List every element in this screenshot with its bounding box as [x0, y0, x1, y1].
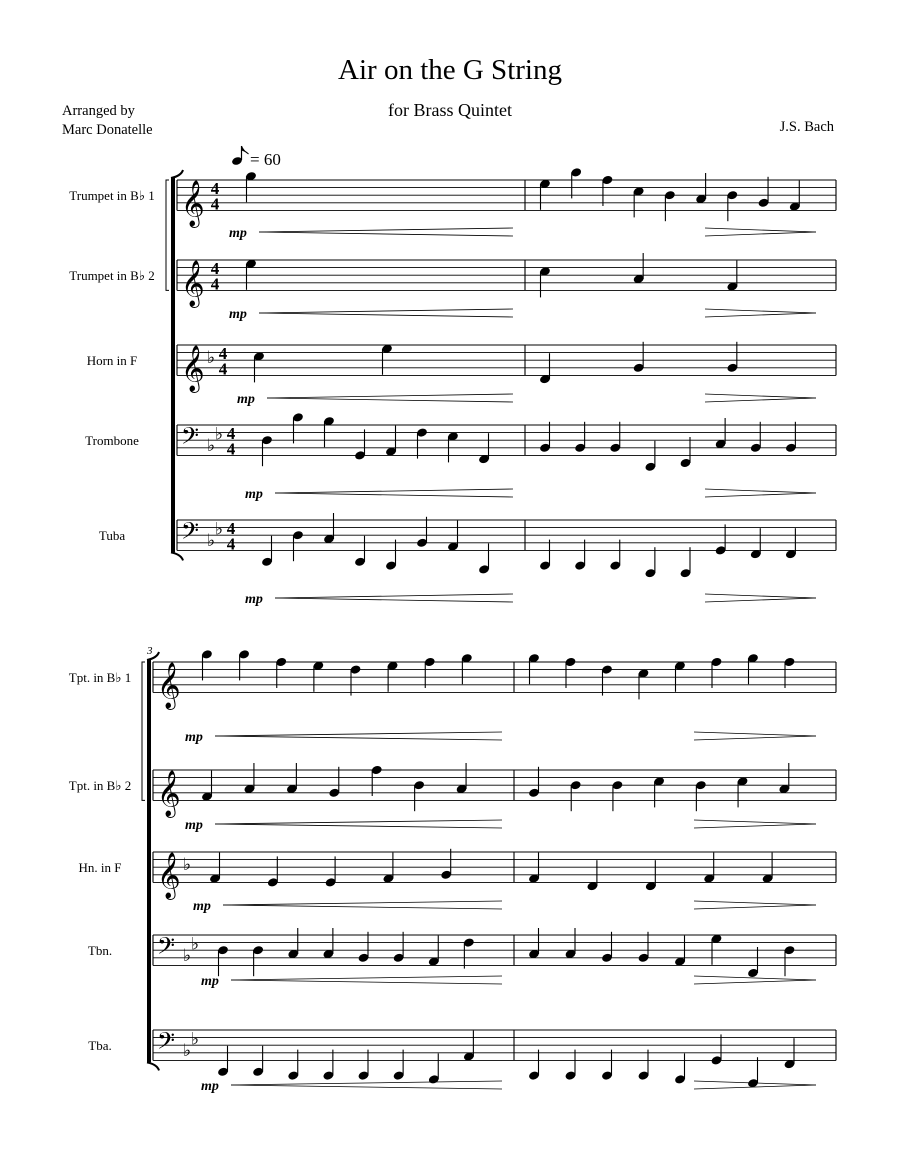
- decrescendo-hairpin: [694, 732, 816, 736]
- flat-icon: ♭: [183, 855, 192, 875]
- staff: [99, 513, 836, 607]
- crescendo-hairpin-lower: [215, 824, 502, 828]
- crescendo-hairpin: [223, 901, 502, 905]
- instrument-label: Horn in F: [86, 353, 138, 369]
- instrument-label: Hn. in F: [78, 860, 122, 876]
- dynamic-marking: mp: [185, 730, 203, 745]
- flat-icon: ♭: [191, 1029, 200, 1049]
- dynamic-marking: mp: [185, 818, 203, 833]
- dynamic-marking: mp: [245, 487, 263, 502]
- crescendo-hairpin-lower: [223, 905, 502, 909]
- crescendo-hairpin-lower: [275, 493, 513, 497]
- crescendo-hairpin: [259, 309, 513, 313]
- instrument-label: Trumpet in B♭ 2: [69, 268, 155, 284]
- crescendo-hairpin: [275, 594, 513, 598]
- decrescendo-hairpin-lower: [694, 736, 816, 740]
- flat-icon: ♭: [207, 530, 216, 550]
- dynamic-marking: mp: [201, 974, 219, 989]
- instrument-label: Trumpet in B♭ 1: [69, 188, 155, 204]
- dynamic-marking: mp: [237, 392, 255, 407]
- decrescendo-hairpin: [694, 901, 816, 905]
- treble-clef-icon: 𝄞: [157, 662, 181, 708]
- decrescendo-hairpin: [705, 228, 816, 232]
- crescendo-hairpin: [267, 394, 513, 398]
- decrescendo-hairpin: [694, 976, 816, 980]
- decrescendo-hairpin-lower: [705, 313, 816, 317]
- crescendo-hairpin-lower: [267, 398, 513, 402]
- flat-icon: ♭: [191, 934, 200, 954]
- flat-icon: ♭: [215, 519, 224, 539]
- time-signature-bottom: 4: [226, 534, 236, 554]
- crescendo-hairpin: [215, 732, 502, 736]
- crescendo-hairpin-lower: [231, 1085, 502, 1089]
- bracket-bottom-hook: [147, 1062, 159, 1070]
- crescendo-hairpin: [259, 228, 513, 232]
- dynamic-marking: mp: [229, 226, 247, 241]
- measure-number: 3: [147, 645, 153, 657]
- treble-clef-icon: 𝄞: [157, 770, 181, 816]
- staff: [69, 253, 836, 322]
- bracket-bottom-hook: [171, 552, 183, 560]
- staff: [87, 342, 836, 407]
- staff: [88, 1029, 836, 1094]
- staff: [85, 412, 836, 502]
- decrescendo-hairpin: [705, 594, 816, 598]
- time-signature-top: 4: [218, 344, 228, 364]
- bass-clef-icon: 𝄢: [157, 1029, 176, 1061]
- instrument-label: Tba.: [88, 1038, 112, 1054]
- tempo-marking: [231, 146, 281, 169]
- staff: [69, 763, 836, 833]
- treble-clef-icon: 𝄞: [181, 260, 205, 306]
- crescendo-hairpin-lower: [275, 598, 513, 602]
- flat-icon: ♭: [215, 424, 224, 444]
- instrument-label: Trombone: [85, 433, 139, 449]
- dynamic-marking: mp: [229, 307, 247, 322]
- flat-icon: ♭: [207, 348, 216, 368]
- instrument-label: Tpt. in B♭ 2: [68, 778, 132, 794]
- score-system: [69, 167, 836, 607]
- flat-icon: ♭: [183, 945, 192, 965]
- dynamic-marking: mp: [201, 1079, 219, 1094]
- bass-clef-icon: 𝄢: [181, 424, 200, 456]
- crescendo-hairpin: [275, 489, 513, 493]
- crescendo-hairpin: [231, 1081, 502, 1085]
- score-system: [69, 645, 836, 1094]
- crescendo-hairpin-lower: [215, 736, 502, 740]
- bass-clef-icon: 𝄢: [181, 519, 200, 551]
- decrescendo-hairpin-lower: [705, 398, 816, 402]
- staff: [69, 649, 836, 745]
- staff: [88, 928, 836, 989]
- arranger-name: Marc Donatelle: [62, 122, 153, 138]
- trumpet-group-bracket: [142, 662, 145, 800]
- decrescendo-hairpin: [694, 820, 816, 824]
- composer-credit: J.S. Bach: [779, 119, 834, 135]
- crescendo-hairpin-lower: [259, 313, 513, 317]
- bass-clef-icon: 𝄢: [157, 934, 176, 966]
- dynamic-marking: mp: [193, 899, 211, 914]
- flat-icon: ♭: [183, 1040, 192, 1060]
- trumpet-group-bracket: [166, 180, 169, 290]
- time-signature-top: 4: [210, 259, 220, 279]
- decrescendo-hairpin-lower: [694, 824, 816, 828]
- crescendo-hairpin: [215, 820, 502, 824]
- decrescendo-hairpin: [705, 489, 816, 493]
- crescendo-hairpin-lower: [259, 232, 513, 236]
- decrescendo-hairpin-lower: [694, 905, 816, 909]
- decrescendo-hairpin-lower: [705, 598, 816, 602]
- crescendo-hairpin-lower: [231, 980, 502, 984]
- flat-icon: ♭: [207, 435, 216, 455]
- treble-clef-icon: 𝄞: [157, 852, 181, 898]
- staff: [69, 167, 836, 241]
- decrescendo-hairpin: [705, 309, 816, 313]
- bracket-top-hook: [171, 170, 183, 178]
- arranger-label: Arranged by: [62, 103, 135, 119]
- tempo-value: = 60: [250, 150, 281, 169]
- decrescendo-hairpin-lower: [694, 980, 816, 984]
- time-signature-bottom: 4: [218, 359, 228, 379]
- score-subtitle: for Brass Quintet: [388, 100, 512, 120]
- treble-clef-icon: 𝄞: [181, 180, 205, 226]
- eighth-note-icon: [231, 146, 248, 166]
- score-title: Air on the G String: [338, 54, 562, 86]
- staff: [79, 849, 836, 914]
- time-signature-top: 4: [210, 179, 220, 199]
- instrument-label: Tuba: [98, 528, 126, 544]
- time-signature-bottom: 4: [226, 439, 236, 459]
- dynamic-marking: mp: [245, 592, 263, 607]
- treble-clef-icon: 𝄞: [181, 345, 205, 391]
- instrument-label: Tbn.: [87, 943, 113, 959]
- time-signature-bottom: 4: [210, 194, 220, 214]
- decrescendo-hairpin-lower: [705, 232, 816, 236]
- decrescendo-hairpin: [705, 394, 816, 398]
- decrescendo-hairpin-lower: [705, 493, 816, 497]
- instrument-label: Tpt. in B♭ 1: [68, 670, 132, 686]
- time-signature-top: 4: [226, 519, 236, 539]
- time-signature-top: 4: [226, 424, 236, 444]
- time-signature-bottom: 4: [210, 274, 220, 294]
- crescendo-hairpin: [231, 976, 502, 980]
